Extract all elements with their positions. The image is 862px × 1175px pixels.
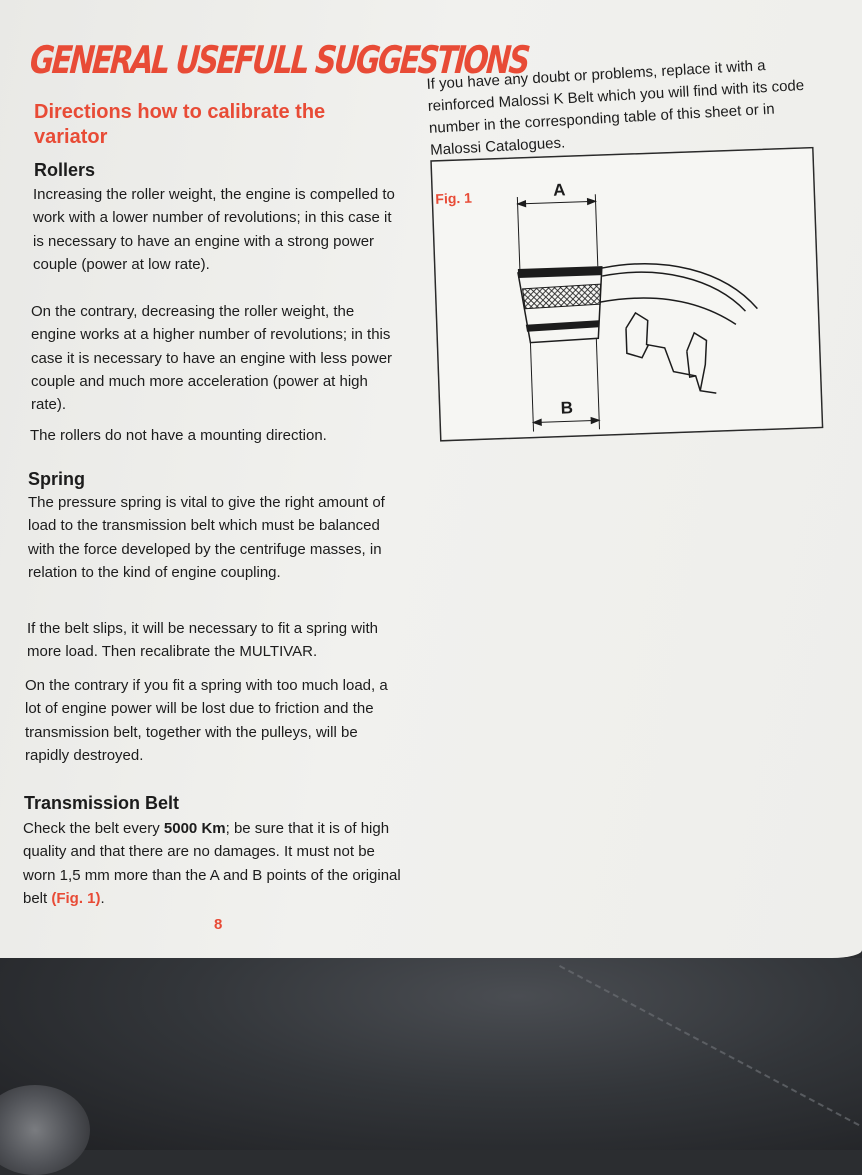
rollers-paragraph-3: The rollers do not have a mounting direction. [30, 427, 327, 444]
belt-heading: Transmission Belt [24, 793, 180, 813]
belt-cross-section [518, 266, 605, 343]
spring-heading: Spring [28, 469, 85, 489]
belt-paragraph: Check the belt every 5000 Km; be sure that it is of high quality and that there are no damages. It must not be worn 1,5 mm more than the A and B points of the original belt (Fig. 1). [23, 820, 401, 907]
figure-reference: (Fig. 1) [51, 889, 101, 907]
rollers-paragraph-1: Increasing the roller weight, the engine is compelled to work with a lower number of revolutions; in this case it is necessary to have an engine with a strong power couple (power at low rate). [33, 186, 395, 273]
page-number: 8 [214, 916, 223, 933]
belt-replacement-paragraph: If you have any doubt or problems, replace it with a reinforced Malossi K Belt which you will find with its code number in the corresponding table of this sheet or in Malossi Catalogues. [426, 57, 805, 159]
belt-figure [430, 147, 824, 442]
spring-paragraph-2: If the belt slips, it will be necessary to fit a spring with more load. Then recalibrate the MULTIVAR. [27, 620, 378, 661]
spring-paragraph-3: On the contrary if you fit a spring with too much load, a lot of engine power will be lost due to friction and the transmission belt, together with the pulleys, will be rapidly destroyed. [25, 677, 388, 764]
rollers-paragraph-2: On the contrary, decreasing the roller weight, the engine works at a higher number of revolutions; in this case it is necessary to have an engine with less power couple and much more acceleration (power at high rate). [31, 303, 393, 414]
spring-paragraph-1: The pressure spring is vital to give the right amount of load to the transmission belt which must be balanced with the force developed by the centrifuge masses, in relation to the kind of engine coupling. [28, 494, 385, 581]
page-title: GENERAL USEFULL SUGGESTIONS [28, 38, 530, 82]
rollers-heading: Rollers [34, 160, 96, 180]
dimension-label-a: A [552, 180, 566, 200]
belt-interval: 5000 Km [163, 820, 226, 837]
belt-diagram [430, 147, 824, 442]
section-subtitle: Directions how to calibrate the variator [34, 101, 326, 148]
figure-label: Fig. 1 [435, 189, 473, 207]
dimension-label-b: B [560, 398, 574, 418]
background-seat [0, 958, 862, 1150]
